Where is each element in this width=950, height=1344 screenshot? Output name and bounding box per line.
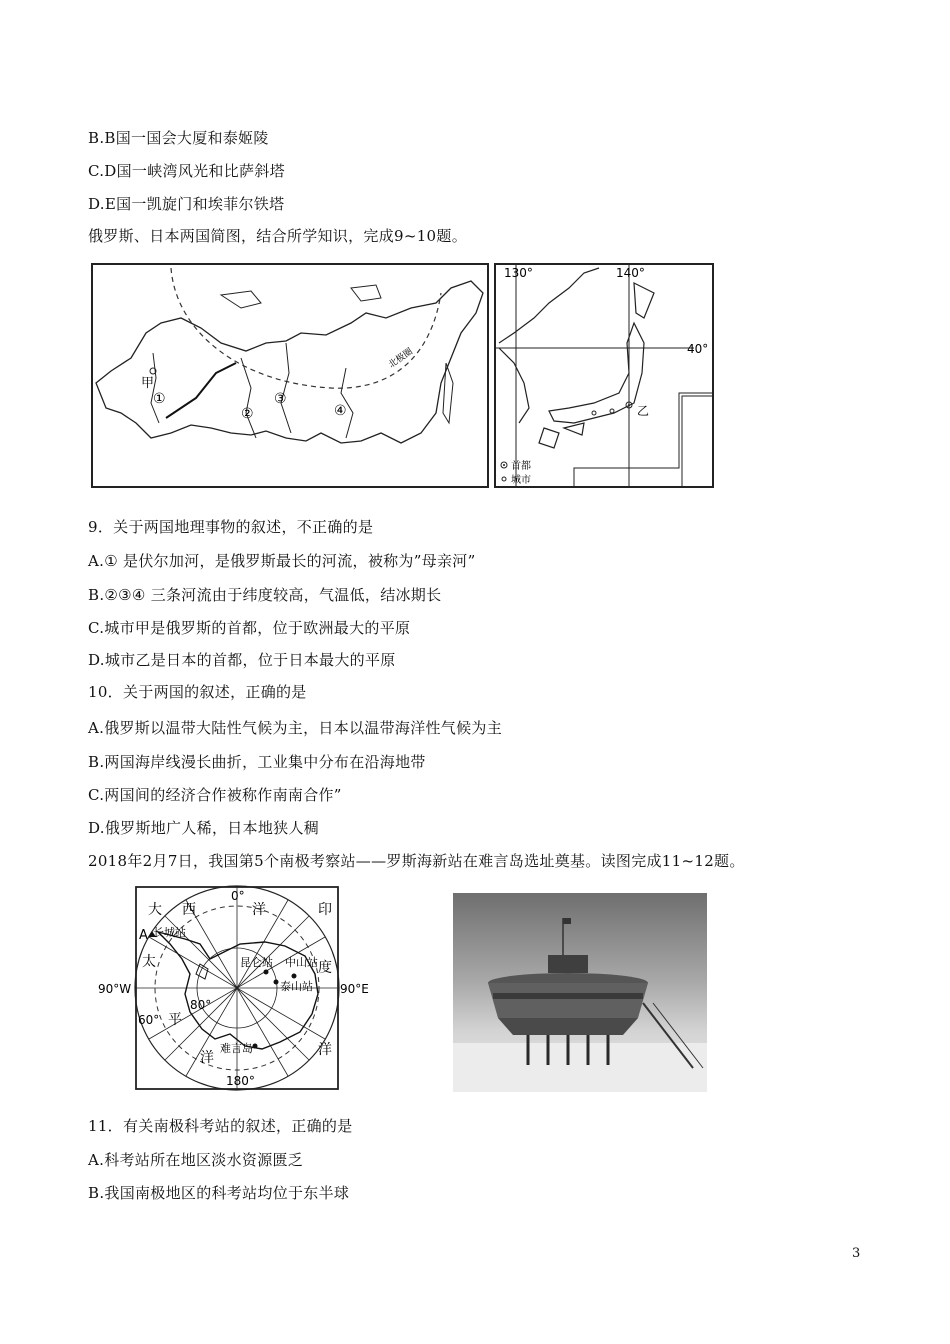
river-1-label: ① — [153, 391, 166, 407]
city-jia-label: 甲 — [141, 376, 155, 391]
q10-option-b: B.两国海岸线漫长曲折，工业集中分布在沿海地带 — [88, 753, 426, 771]
lon-90e-label: 90°E — [340, 982, 369, 996]
page-number: 3 — [852, 1246, 861, 1261]
japan-map — [494, 263, 714, 488]
taishan-station: 泰山站 — [280, 980, 313, 993]
question-9: 9．关于两国地理事物的叙述，不正确的是 — [88, 518, 374, 536]
q9-option-a: A.① 是伏尔加河，是俄罗斯最长的河流，被称为”母亲河” — [88, 552, 476, 570]
kunlun-station: 昆仑站 — [240, 956, 273, 969]
option-b-prev: B.B国一国会大厦和泰姬陵 — [88, 129, 269, 147]
arctic-circle-label: 北极圈 — [386, 346, 415, 371]
lon-140-label: 140° — [616, 266, 645, 280]
lon-180-label: 180° — [226, 1074, 255, 1088]
q10-option-d: D.俄罗斯地广人稀，日本地狭人稠 — [88, 819, 320, 837]
river-4-label: ④ — [334, 403, 347, 419]
city-yi-label: 乙 — [637, 404, 650, 418]
zhongshan-station: 中山站 — [285, 956, 318, 969]
lat-80-label: 80° — [190, 998, 212, 1012]
lat-40-label: 40° — [687, 342, 709, 356]
question-11: 11．有关南极科考站的叙述，正确的是 — [88, 1117, 353, 1135]
option-c-prev: C.D国一峡湾风光和比萨斜塔 — [88, 162, 285, 180]
station-photo — [453, 893, 707, 1092]
antarctica-map — [90, 884, 390, 1094]
point-a-label: A — [139, 928, 148, 943]
ocean-yang-1: 洋 — [252, 902, 266, 918]
river-3-label: ③ — [274, 391, 287, 407]
q11-option-b: B.我国南极地区的科考站均位于东半球 — [88, 1184, 350, 1202]
ocean-da: 大 — [148, 902, 162, 918]
lon-130-label: 130° — [504, 266, 533, 280]
ocean-tai: 太 — [142, 954, 156, 970]
question-10: 10．关于两国的叙述，正确的是 — [88, 683, 307, 701]
intro-q9-10: 俄罗斯、日本两国简图，结合所学知识，完成9~10题。 — [88, 227, 468, 245]
q9-option-d: D.城市乙是日本的首都，位于日本最大的平原 — [88, 651, 396, 669]
ocean-yang-2: 洋 — [200, 1050, 214, 1066]
lon-0-label: 0° — [231, 889, 245, 903]
ocean-yin: 印 — [318, 902, 332, 918]
ocean-ping: 平 — [168, 1012, 182, 1028]
nanyan-island: 难言岛 — [220, 1042, 253, 1055]
q9-option-b: B.②③④ 三条河流由于纬度较高，气温低，结冰期长 — [88, 586, 442, 604]
q10-option-a: A.俄罗斯以温带大陆性气候为主，日本以温带海洋性气候为主 — [88, 719, 503, 737]
q10-option-c: C.两国间的经济合作被称作南南合作” — [88, 786, 342, 804]
russia-map — [91, 263, 489, 488]
ocean-xi: 西 — [182, 902, 196, 918]
legend-city: 城市 — [511, 475, 531, 486]
ocean-du: 度 — [318, 960, 332, 976]
q9-option-c: C.城市甲是俄罗斯的首都，位于欧洲最大的平原 — [88, 619, 411, 637]
changcheng-station: 长城站 — [153, 926, 186, 939]
lon-90w-label: 90°W — [98, 982, 132, 996]
option-d-prev: D.E国一凯旋门和埃菲尔铁塔 — [88, 195, 285, 213]
river-2-label: ② — [241, 406, 254, 422]
intro-q11-12: 2018年2月7日，我国第5个南极考察站——罗斯海新站在难言岛选址奠基。读图完成11~12题。 — [88, 852, 745, 870]
legend-capital: 首都 — [511, 461, 531, 472]
ocean-yang-3: 洋 — [318, 1042, 332, 1058]
q11-option-a: A.科考站所在地区淡水资源匮乏 — [88, 1151, 304, 1169]
lat-60-label: 60° — [138, 1013, 160, 1027]
